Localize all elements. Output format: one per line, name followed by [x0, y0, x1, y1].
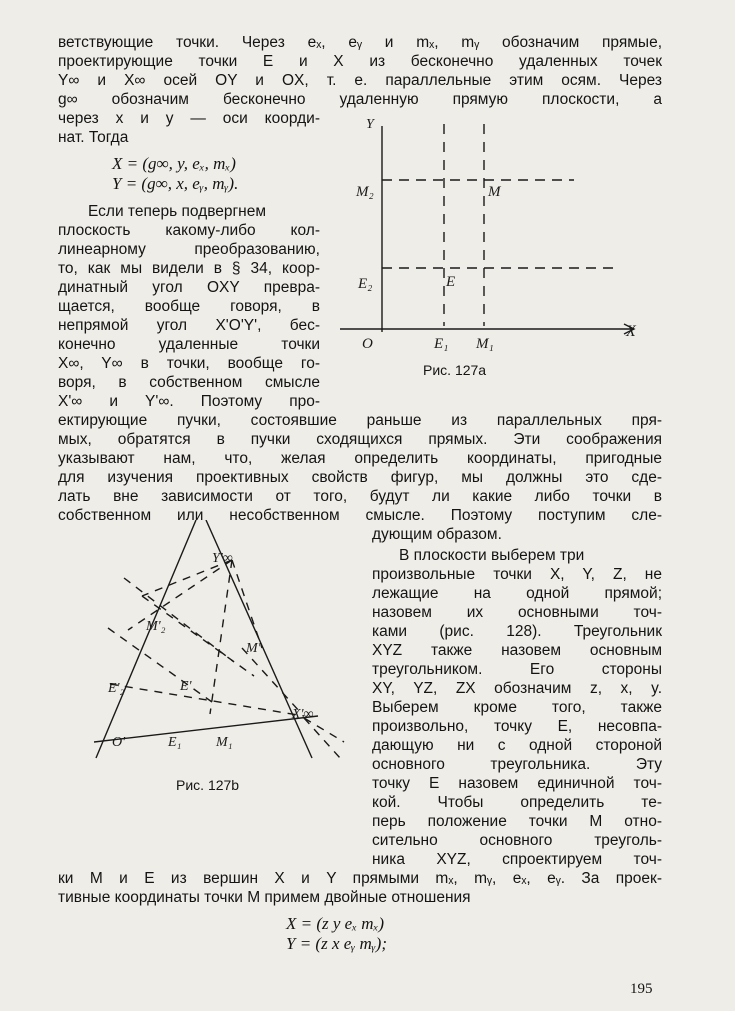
p1-line-6: нат. Тогда — [58, 129, 129, 146]
label-x: X — [626, 323, 636, 340]
label-xinf: X'∞ — [292, 707, 314, 722]
p3-line-1: В плоскости выберем три — [399, 547, 585, 564]
label-m1: M₁ — [476, 336, 494, 352]
p3-line-11: дающую ни с одной стороной — [372, 737, 662, 754]
triangle-left-side — [96, 520, 196, 758]
label-e2: E₂ — [358, 276, 373, 292]
label-m: M — [488, 184, 501, 200]
label-e: E' — [180, 679, 192, 694]
p3-line-2: произвольные точки X, Y, Z, не — [372, 566, 662, 583]
p3-line-9: Выберем кроме того, также — [372, 699, 662, 716]
p3-line-10: произвольно, точку E, несовпа- — [372, 718, 662, 735]
p2-line-6: щается, вообще говоря, в — [58, 298, 320, 315]
p1-line-5: через x и y — оси коорди- — [58, 110, 320, 127]
p4-line-1: ки M и E из вершин X и Y прямыми mₓ, mᵧ, eₓ, eᵧ. За проек- — [58, 870, 662, 887]
p2-line-1: Если теперь подвергнем — [88, 203, 266, 220]
label-e1: E₁ — [434, 336, 449, 352]
figure-127a — [334, 114, 660, 354]
formula1-line-1: X = (g∞, y, eₓ, mₓ) — [112, 154, 236, 173]
formula1-line-2: Y = (g∞, x, eᵧ, mᵧ). — [112, 174, 239, 193]
p2-line-4: то, как мы видели в § 34, коор- — [58, 260, 320, 277]
p2-line-16: лать вне зависимости от того, будут ли какие либо точки в — [58, 488, 662, 505]
p3-line-6: XYZ также назовем основным — [372, 642, 662, 659]
label-yinf: Y'∞ — [212, 551, 233, 566]
p1-line-4: g∞ обозначим бесконечно удаленную прямую плоскости, а — [58, 91, 662, 108]
p1-line-2: проектирующие точки E и X из бесконечно удаленных точек — [58, 53, 662, 70]
label-m2: M₂ — [356, 184, 374, 200]
p3-line-8: XY, YZ, ZX обозначим z, x, y. — [372, 680, 662, 697]
p2-line-17: собственном или несобственном смысле. Поэтому поступим сле- — [58, 507, 662, 524]
base-line — [94, 716, 318, 742]
p2-line-15: для изучения проективных свойств фигур, мы должны это сде- — [58, 469, 662, 486]
p3-line-5: ками (рис. 128). Треугольник — [372, 623, 662, 640]
figure-127b-caption: Рис. 127b — [176, 777, 240, 793]
p2-line-18: дующим образом. — [372, 526, 502, 543]
p2-line-14: указывают нам, что, желая определить координаты, пригодные — [58, 450, 662, 467]
p3-line-3: лежащие на одной прямой; — [372, 585, 662, 602]
label-m: M' — [246, 641, 261, 656]
p3-line-13: точку E назовем единичной точ- — [372, 775, 662, 792]
p2-line-3: линеарному преобразованию, — [58, 241, 320, 258]
p3-line-12: основного треугольника. Эту — [372, 756, 662, 773]
p2-line-12: ектирующие пучки, состоявшие раньше из параллельных пря- — [58, 412, 662, 429]
p2-line-2: плоскость какому-либо кол- — [58, 222, 320, 239]
p2-line-8: конечно удаленные точки — [58, 336, 320, 353]
label-m1: M₁ — [216, 735, 233, 750]
label-o: O — [362, 336, 373, 352]
formula2-line-1: X = (z y eₓ mₓ) — [286, 914, 385, 933]
label-e2: E'₂ — [108, 681, 125, 696]
figure-127b — [94, 520, 358, 770]
p2-line-11: X'∞ и Y'∞. Поэтому про- — [58, 393, 320, 410]
dash-x-m — [232, 560, 262, 648]
p3-line-7: треугольником. Его стороны — [372, 661, 662, 678]
dash-x-e — [210, 560, 232, 714]
p1-line-1: ветствующие точки. Через eₓ, eᵧ и mₓ, mᵧ обозначим прямые, — [58, 34, 662, 51]
p3-line-4: назовем их основными точ- — [372, 604, 662, 621]
label-y: Y — [366, 117, 374, 132]
p2-line-7: непрямой угол X'O'Y', бес- — [58, 317, 320, 334]
label-e1: E₁ — [168, 735, 182, 750]
p4-line-2: тивные координаты точки M примем двойные отношения — [58, 889, 471, 906]
page-number: 195 — [630, 981, 653, 997]
p3-line-17: ника XYZ, спроектируем точ- — [372, 851, 662, 868]
dash-e2-e — [110, 684, 304, 716]
label-o: O' — [112, 735, 126, 750]
label-m2: M'₂ — [146, 619, 166, 634]
p3-line-14: кой. Чтобы определить те- — [372, 794, 662, 811]
p2-line-5: динатный угол OXY превра- — [58, 279, 320, 296]
p2-line-10: воря, в собственном смысле — [58, 374, 320, 391]
label-e: E — [446, 274, 456, 290]
p2-line-9: X∞, Y∞ в точки, вообще го- — [58, 355, 320, 372]
p3-line-16: сительно основного треуголь- — [372, 832, 662, 849]
dash-m-xinf — [242, 648, 300, 712]
formula2-line-2: Y = (z x eᵧ mᵧ); — [286, 934, 387, 953]
p3-line-15: перь положение точки M отно- — [372, 813, 662, 830]
p2-line-13: мых, обратятся в пучки сходящихся прямых. Эти соображения — [58, 431, 662, 448]
figure-127a-caption: Рис. 127а — [423, 362, 487, 378]
p1-line-3: Y∞ и X∞ осей OY и OX, т. е. параллельные этим осям. Через — [58, 72, 662, 89]
